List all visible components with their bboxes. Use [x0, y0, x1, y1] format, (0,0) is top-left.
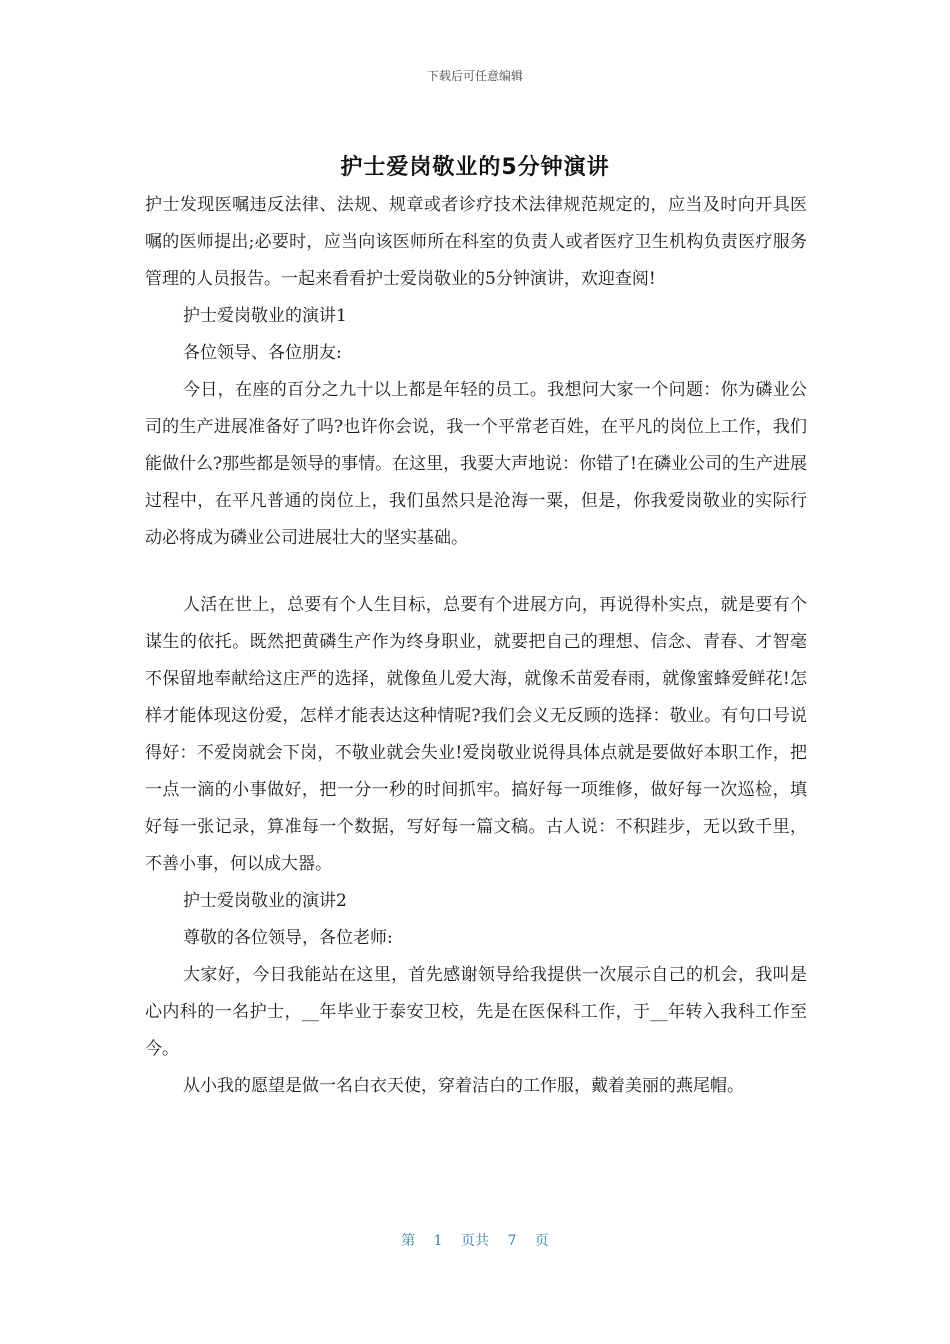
- section-heading-2: 护士爱岗敬业的演讲2: [183, 891, 347, 911]
- section-heading-1: 护士爱岗敬业的演讲1: [183, 306, 347, 326]
- page-header: 下载后可任意编辑: [426, 69, 523, 83]
- intro-paragraph: 护士发现医嘱违反法律、法规、规章或者诊疗技术法律规范规定的，应当及时向开具医嘱的医师提出;必要时，应当向该医师所在科室的负责人或者医疗卫生机构负责医疗服务管理的人员报告。一起来看看护士爱岗敬业的5分钟演讲，欢迎查阅!: [145, 195, 807, 289]
- body-paragraph: 今日，在座的百分之九十以上都是年轻的员工。我想问大家一个问题：你为磷业公司的生产进展准备好了吗?也许你会说，我一个平常老百姓，在平凡的岗位上工作，我们能做什么?那些都是领导的事情。在这里，我要大声地说：你错了!在磷业公司的生产进展过程中，在平凡普通的岗位上，我们虽然只是沧海一粟，但是，你我爱岗敬业的实际行动必将成为磷业公司进展壮大的坚实基础。: [145, 380, 807, 548]
- page-footer: 第 1 页共 7 页: [401, 1233, 549, 1249]
- body-paragraph: 人活在世上，总要有个人生目标，总要有个进展方向，再说得朴实点，就是要有个谋生的依托。既然把黄磷生产作为终身职业，就要把自己的理想、信念、青春、才智毫不保留地奉献给这庄严的选择，就像鱼儿爱大海，就像禾苗爱春雨，就像蜜蜂爱鲜花!怎样才能体现这份爱，怎样才能表达这种情呢?我们会义无反顾的选择：敬业。有句口号说得好：不爱岗就会下岗，不敬业就会失业!爱岗敬业说得具体点就是要做好本职工作，把一点一滴的小事做好，把一分一秒的时间抓牢。搞好每一项维修，做好每一次巡检，填好每一张记录，算准每一个数据，写好每一篇文稿。古人说：不积跬步，无以致千里，不善小事，何以成大器。: [145, 595, 807, 874]
- body-paragraph: 从小我的愿望是做一名白衣天使，穿着洁白的工作服，戴着美丽的燕尾帽。: [183, 1076, 744, 1096]
- body-paragraph: 大家好，今日我能站在这里，首先感谢领导给我提供一次展示自己的机会，我叫是心内科的一名护士，__年毕业于泰安卫校，先是在医保科工作，于__年转入我科工作至今。: [145, 965, 807, 1059]
- document-body: [145, 187, 807, 1105]
- document-title: 护士爱岗敬业的5分钟演讲: [340, 155, 610, 180]
- salutation-1: 各位领导、各位朋友:: [183, 343, 342, 363]
- salutation-2: 尊敬的各位领导，各位老师:: [183, 928, 393, 948]
